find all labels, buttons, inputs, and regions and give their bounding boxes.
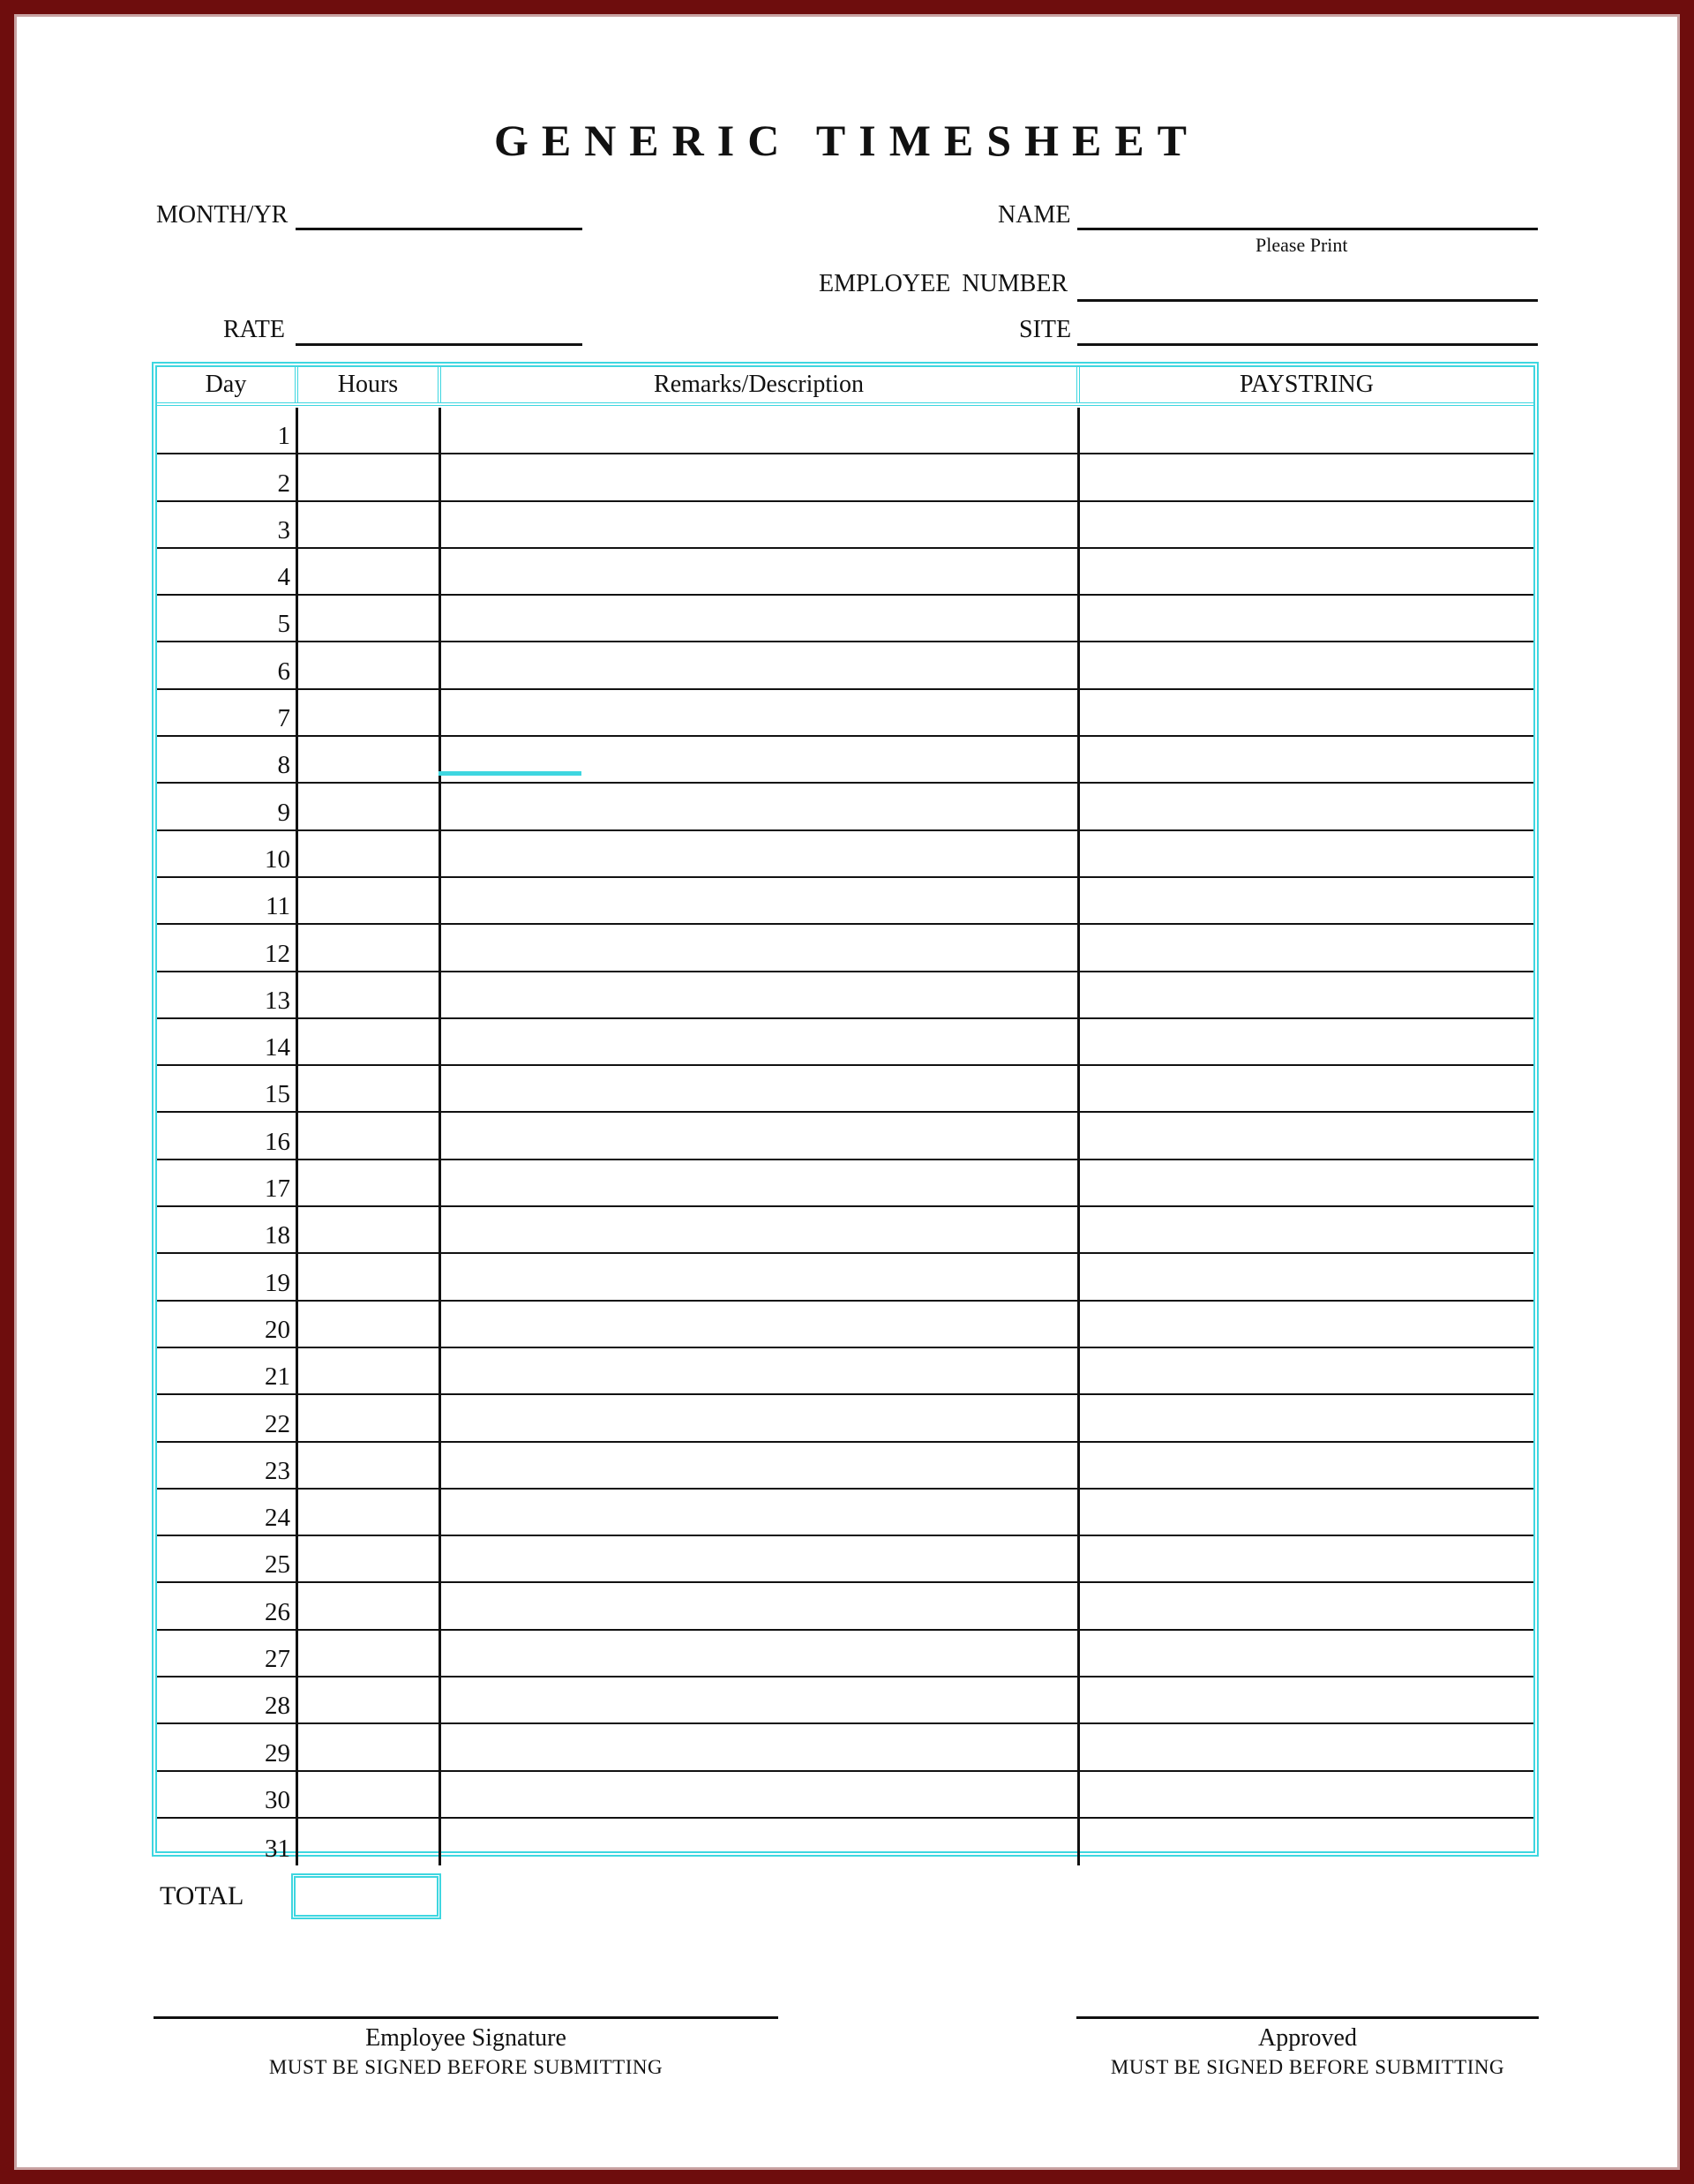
hours-cell[interactable] [298, 1207, 441, 1252]
table-row [157, 1395, 1533, 1442]
day-cell: 18 [157, 1207, 298, 1252]
table-row [157, 784, 1533, 830]
hours-cell[interactable] [298, 784, 441, 829]
day-cell: 14 [157, 1019, 298, 1064]
day-cell: 6 [157, 642, 298, 687]
table-row [157, 454, 1533, 501]
table-row [157, 1724, 1533, 1771]
day-cell: 13 [157, 972, 298, 1017]
employee-signature-block [154, 2016, 778, 2079]
table-row [157, 549, 1533, 596]
paystring-cell[interactable] [1080, 1348, 1533, 1393]
approved-signature-line[interactable] [1076, 2016, 1539, 2019]
table-row [157, 1443, 1533, 1490]
paystring-cell[interactable] [1080, 1066, 1533, 1111]
name-hint: Please Print [1256, 234, 1348, 256]
paystring-cell[interactable] [1080, 784, 1533, 829]
paystring-cell[interactable] [1080, 502, 1533, 547]
table-row [157, 1302, 1533, 1348]
hours-cell[interactable] [298, 972, 441, 1017]
table-row [157, 1348, 1533, 1395]
day-cell: 15 [157, 1066, 298, 1111]
remarks-cell[interactable] [441, 1066, 1080, 1111]
paystring-cell[interactable] [1080, 1536, 1533, 1581]
approved-signature-note: MUST BE SIGNED BEFORE SUBMITTING [1110, 2056, 1505, 2078]
day-cell: 30 [157, 1772, 298, 1817]
paystring-cell[interactable] [1080, 596, 1533, 641]
site-field[interactable] [1077, 343, 1538, 346]
total-hours-field[interactable] [291, 1873, 441, 1919]
day-cell: 8 [157, 737, 298, 782]
table-row [157, 690, 1533, 737]
paystring-cell[interactable] [1080, 1631, 1533, 1676]
month-yr-field[interactable] [296, 228, 582, 230]
remarks-cell[interactable] [441, 1819, 1080, 1865]
hours-cell[interactable] [298, 878, 441, 923]
table-header [157, 367, 1533, 406]
column-header-day: Day [157, 367, 298, 402]
remarks-cell[interactable] [441, 1443, 1080, 1488]
remarks-cell[interactable] [441, 1724, 1080, 1769]
day-cell: 29 [157, 1724, 298, 1769]
approved-signature-label: Approved [1258, 2024, 1357, 2052]
hours-cell[interactable] [298, 1819, 441, 1865]
remarks-cell[interactable] [441, 1677, 1080, 1722]
paystring-cell[interactable] [1080, 1160, 1533, 1205]
table-row [157, 1583, 1533, 1630]
hours-cell[interactable] [298, 1254, 441, 1299]
paystring-cell[interactable] [1080, 408, 1533, 453]
remarks-cell[interactable] [441, 1207, 1080, 1252]
remarks-cell[interactable] [441, 1348, 1080, 1393]
hours-cell[interactable] [298, 737, 441, 782]
paystring-cell[interactable] [1080, 1677, 1533, 1722]
paystring-cell[interactable] [1080, 1724, 1533, 1769]
table-row [157, 596, 1533, 642]
remarks-cell[interactable] [441, 502, 1080, 547]
hours-cell[interactable] [298, 408, 441, 453]
table-row [157, 1631, 1533, 1677]
paystring-cell[interactable] [1080, 878, 1533, 923]
table-body [157, 408, 1533, 1864]
table-row [157, 408, 1533, 454]
table-row [157, 1677, 1533, 1724]
month-yr-label: MONTH/YR [156, 201, 289, 229]
hours-cell[interactable] [298, 1536, 441, 1581]
remarks-cell[interactable] [441, 1631, 1080, 1676]
remarks-cell[interactable] [441, 596, 1080, 641]
remarks-cell[interactable] [441, 549, 1080, 594]
paystring-cell[interactable] [1080, 1019, 1533, 1064]
hours-cell[interactable] [298, 502, 441, 547]
paystring-cell[interactable] [1080, 831, 1533, 876]
hours-cell[interactable] [298, 690, 441, 735]
hours-cell[interactable] [298, 1443, 441, 1488]
day-cell: 7 [157, 690, 298, 735]
day-cell: 31 [157, 1819, 298, 1865]
total-label: TOTAL [160, 1881, 244, 1910]
day-cell: 20 [157, 1302, 298, 1347]
table-row [157, 1113, 1533, 1160]
paystring-cell[interactable] [1080, 549, 1533, 594]
day-cell: 17 [157, 1160, 298, 1205]
day-cell: 23 [157, 1443, 298, 1488]
paystring-cell[interactable] [1080, 737, 1533, 782]
remarks-cell[interactable] [441, 1160, 1080, 1205]
day-cell: 26 [157, 1583, 298, 1628]
hours-cell[interactable] [298, 1348, 441, 1393]
timesheet-table [152, 362, 1539, 1864]
hours-cell[interactable] [298, 1724, 441, 1769]
paystring-cell[interactable] [1080, 925, 1533, 970]
remarks-cell[interactable] [441, 454, 1080, 499]
employee-signature-note: MUST BE SIGNED BEFORE SUBMITTING [268, 2056, 663, 2078]
hours-cell[interactable] [298, 1395, 441, 1440]
table-row [157, 1207, 1533, 1254]
hours-cell[interactable] [298, 1772, 441, 1817]
rate-label: RATE [223, 316, 285, 343]
remarks-cell[interactable] [441, 972, 1080, 1017]
remarks-cell[interactable] [441, 408, 1080, 453]
remarks-cell[interactable] [441, 1583, 1080, 1628]
paystring-cell[interactable] [1080, 454, 1533, 499]
paystring-cell[interactable] [1080, 1583, 1533, 1628]
site-label: SITE [1019, 316, 1072, 343]
remarks-cell[interactable] [441, 1490, 1080, 1535]
hours-cell[interactable] [298, 925, 441, 970]
remarks-cell[interactable] [441, 831, 1080, 876]
remarks-cell[interactable] [441, 1772, 1080, 1817]
table-row [157, 502, 1533, 549]
paystring-cell[interactable] [1080, 1819, 1533, 1865]
hours-cell[interactable] [298, 831, 441, 876]
paystring-cell[interactable] [1080, 1395, 1533, 1440]
hours-cell[interactable] [298, 1302, 441, 1347]
day-cell: 19 [157, 1254, 298, 1299]
column-header-remarks: Remarks/Description [441, 367, 1080, 402]
paystring-cell[interactable] [1080, 1113, 1533, 1158]
remarks-cell[interactable] [441, 1536, 1080, 1581]
remarks-cell[interactable] [441, 1113, 1080, 1158]
table-row [157, 1254, 1533, 1301]
remarks-cell[interactable] [441, 1019, 1080, 1064]
employee-signature-label: Employee Signature [365, 2024, 566, 2052]
remarks-cell[interactable] [441, 690, 1080, 735]
remarks-cell[interactable] [441, 784, 1080, 829]
column-header-paystring: PAYSTRING [1240, 371, 1374, 398]
name-label: NAME [998, 201, 1071, 229]
hours-cell[interactable] [298, 1677, 441, 1722]
remarks-cell[interactable] [441, 1395, 1080, 1440]
day-cell: 24 [157, 1490, 298, 1535]
employee-number-label: EMPLOYEE NUMBER [819, 270, 1068, 297]
day-cell: 3 [157, 502, 298, 547]
day-cell: 10 [157, 831, 298, 876]
employee-signature-line[interactable] [154, 2016, 778, 2019]
hours-cell[interactable] [298, 642, 441, 687]
paystring-cell[interactable] [1080, 972, 1533, 1017]
table-row [157, 1019, 1533, 1066]
table-row [157, 642, 1533, 689]
day-cell: 4 [157, 549, 298, 594]
hours-cell[interactable] [298, 1066, 441, 1111]
hours-cell[interactable] [298, 1113, 441, 1158]
column-header-hours: Hours [298, 367, 441, 402]
table-row [157, 972, 1533, 1019]
day-cell: 28 [157, 1677, 298, 1722]
table-row [157, 1819, 1533, 1865]
day-cell: 1 [157, 408, 298, 453]
day-cell: 27 [157, 1631, 298, 1676]
hours-cell[interactable] [298, 1160, 441, 1205]
hours-cell[interactable] [298, 1631, 441, 1676]
page-title: GENERIC TIMESHEET [493, 116, 1201, 165]
table-row [157, 737, 1533, 784]
hours-cell[interactable] [298, 1583, 441, 1628]
remarks-cell[interactable] [441, 642, 1080, 687]
day-cell: 16 [157, 1113, 298, 1158]
table-row [157, 1536, 1533, 1583]
day-cell: 12 [157, 925, 298, 970]
paystring-cell[interactable] [1080, 642, 1533, 687]
remarks-cell[interactable] [441, 925, 1080, 970]
paystring-cell[interactable] [1080, 1302, 1533, 1347]
table-row [157, 878, 1533, 925]
table-row [157, 1772, 1533, 1819]
day-cell: 25 [157, 1536, 298, 1581]
rate-field[interactable] [296, 343, 582, 346]
hours-cell[interactable] [298, 596, 441, 641]
day-cell: 21 [157, 1348, 298, 1393]
name-field[interactable] [1077, 228, 1538, 230]
remarks-cell[interactable] [441, 878, 1080, 923]
remarks-cell[interactable] [441, 1254, 1080, 1299]
paystring-cell[interactable] [1080, 690, 1533, 735]
table-row [157, 1490, 1533, 1536]
paystring-cell[interactable] [1080, 1254, 1533, 1299]
paystring-cell[interactable] [1080, 1207, 1533, 1252]
hours-cell[interactable] [298, 454, 441, 499]
paystring-cell[interactable] [1080, 1490, 1533, 1535]
day-cell: 11 [157, 878, 298, 923]
paystring-cell[interactable] [1080, 1443, 1533, 1488]
hours-cell[interactable] [298, 1490, 441, 1535]
day-cell: 9 [157, 784, 298, 829]
table-row [157, 831, 1533, 878]
approved-signature-block [1076, 2016, 1539, 2079]
hours-cell[interactable] [298, 549, 441, 594]
table-row [157, 1066, 1533, 1113]
day-cell: 22 [157, 1395, 298, 1440]
remarks-cell[interactable] [441, 1302, 1080, 1347]
table-row [157, 1160, 1533, 1207]
day-cell: 2 [157, 454, 298, 499]
cell-highlight-mark [438, 771, 581, 776]
day-cell: 5 [157, 596, 298, 641]
employee-number-field[interactable] [1077, 299, 1538, 302]
paystring-cell[interactable] [1080, 1772, 1533, 1817]
hours-cell[interactable] [298, 1019, 441, 1064]
table-row [157, 925, 1533, 972]
